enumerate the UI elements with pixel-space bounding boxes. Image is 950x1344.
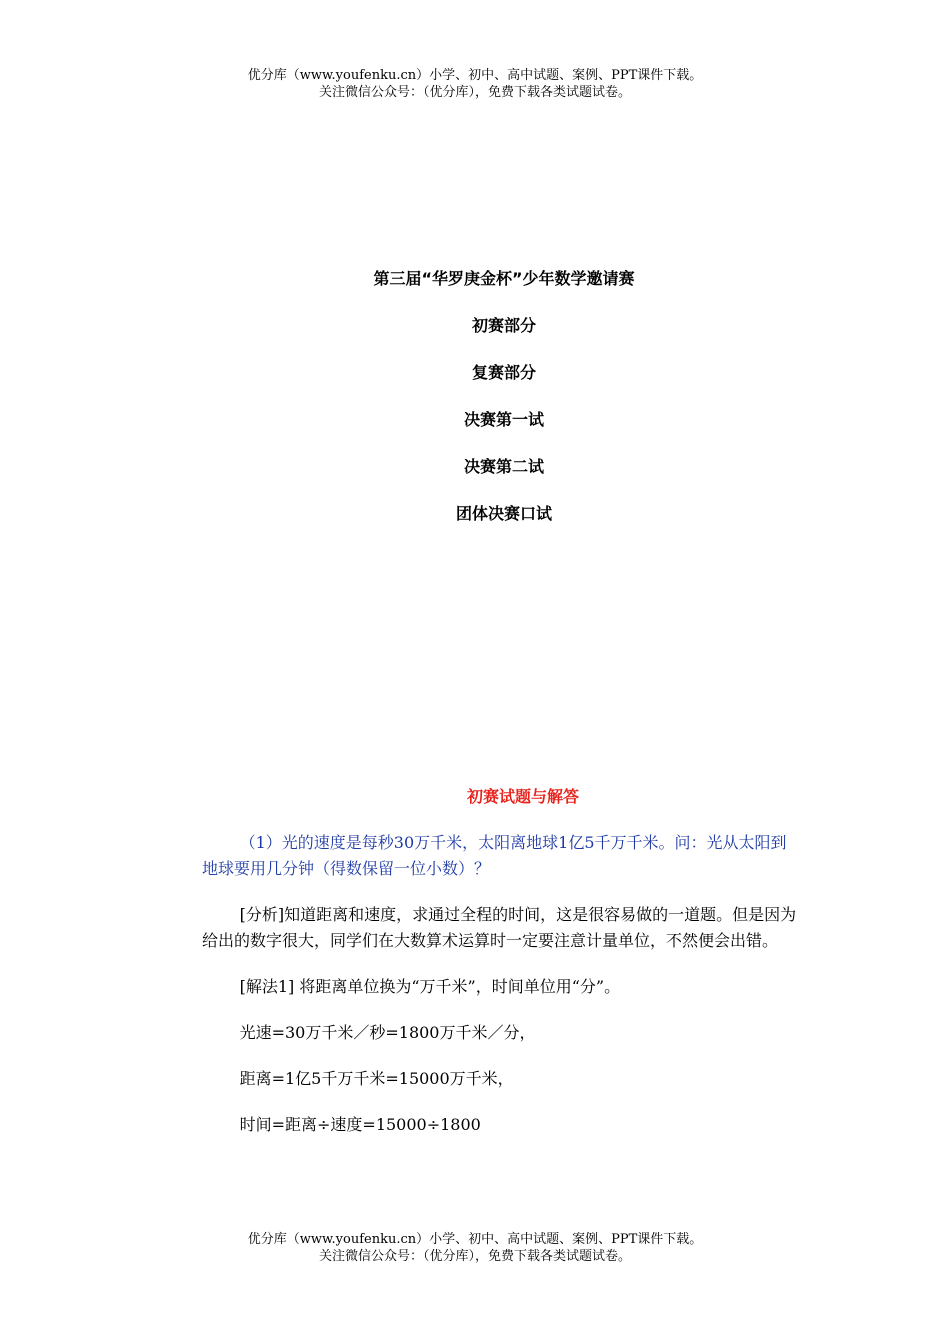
question-text: （1）光的速度是每秒30万千米，太阳离地球1亿5千万千米。问：光从太阳到地球要用几分钟（得数保留一位小数）？ bbox=[202, 833, 787, 878]
header-line-1: 优分库（www.youfenku.cn）小学、初中、高中试题、案例、PPT课件下载。 bbox=[247, 68, 703, 83]
toc-item-preliminary: 初赛部分 bbox=[471, 316, 536, 335]
solution-line-distance: 距离=1亿5千万千米=15000万千米， bbox=[239, 1069, 514, 1088]
table-of-contents bbox=[0, 268, 950, 550]
solution-line-time: 时间=距离÷速度=15000÷1800 bbox=[239, 1115, 481, 1134]
solution-line-speed: 光速=30万千米／秒=1800万千米／分， bbox=[239, 1023, 536, 1042]
page-header bbox=[0, 67, 950, 101]
toc-item-semifinal: 复赛部分 bbox=[471, 363, 536, 382]
toc-item-final-test-1: 决赛第一试 bbox=[463, 410, 544, 429]
toc-item-team-oral: 团体决赛口试 bbox=[455, 504, 552, 523]
solution-text: [解法1] 将距离单位换为“万千米”，时间单位用“分”。 bbox=[239, 977, 621, 996]
footer-line-1: 优分库（www.youfenku.cn）小学、初中、高中试题、案例、PPT课件下载。 bbox=[247, 1232, 703, 1247]
section-body bbox=[202, 830, 800, 1158]
analysis-text: [分析]知道距离和速度，求通过全程的时间，这是很容易做的一道题。但是因为给出的数字很大，同学们在大数算术运算时一定要注意计量单位，不然便会出错。 bbox=[202, 905, 797, 950]
document-title: 第三届“华罗庚金杯”少年数学邀请赛 bbox=[373, 269, 635, 288]
section-title: 初赛试题与解答 bbox=[466, 787, 579, 806]
footer-line-2: 关注微信公众号：（优分库），免费下载各类试题试卷。 bbox=[318, 1249, 631, 1264]
header-line-2: 关注微信公众号：（优分库），免费下载各类试题试卷。 bbox=[318, 85, 631, 100]
toc-item-final-test-2: 决赛第二试 bbox=[463, 457, 544, 476]
page-footer bbox=[0, 1231, 950, 1265]
